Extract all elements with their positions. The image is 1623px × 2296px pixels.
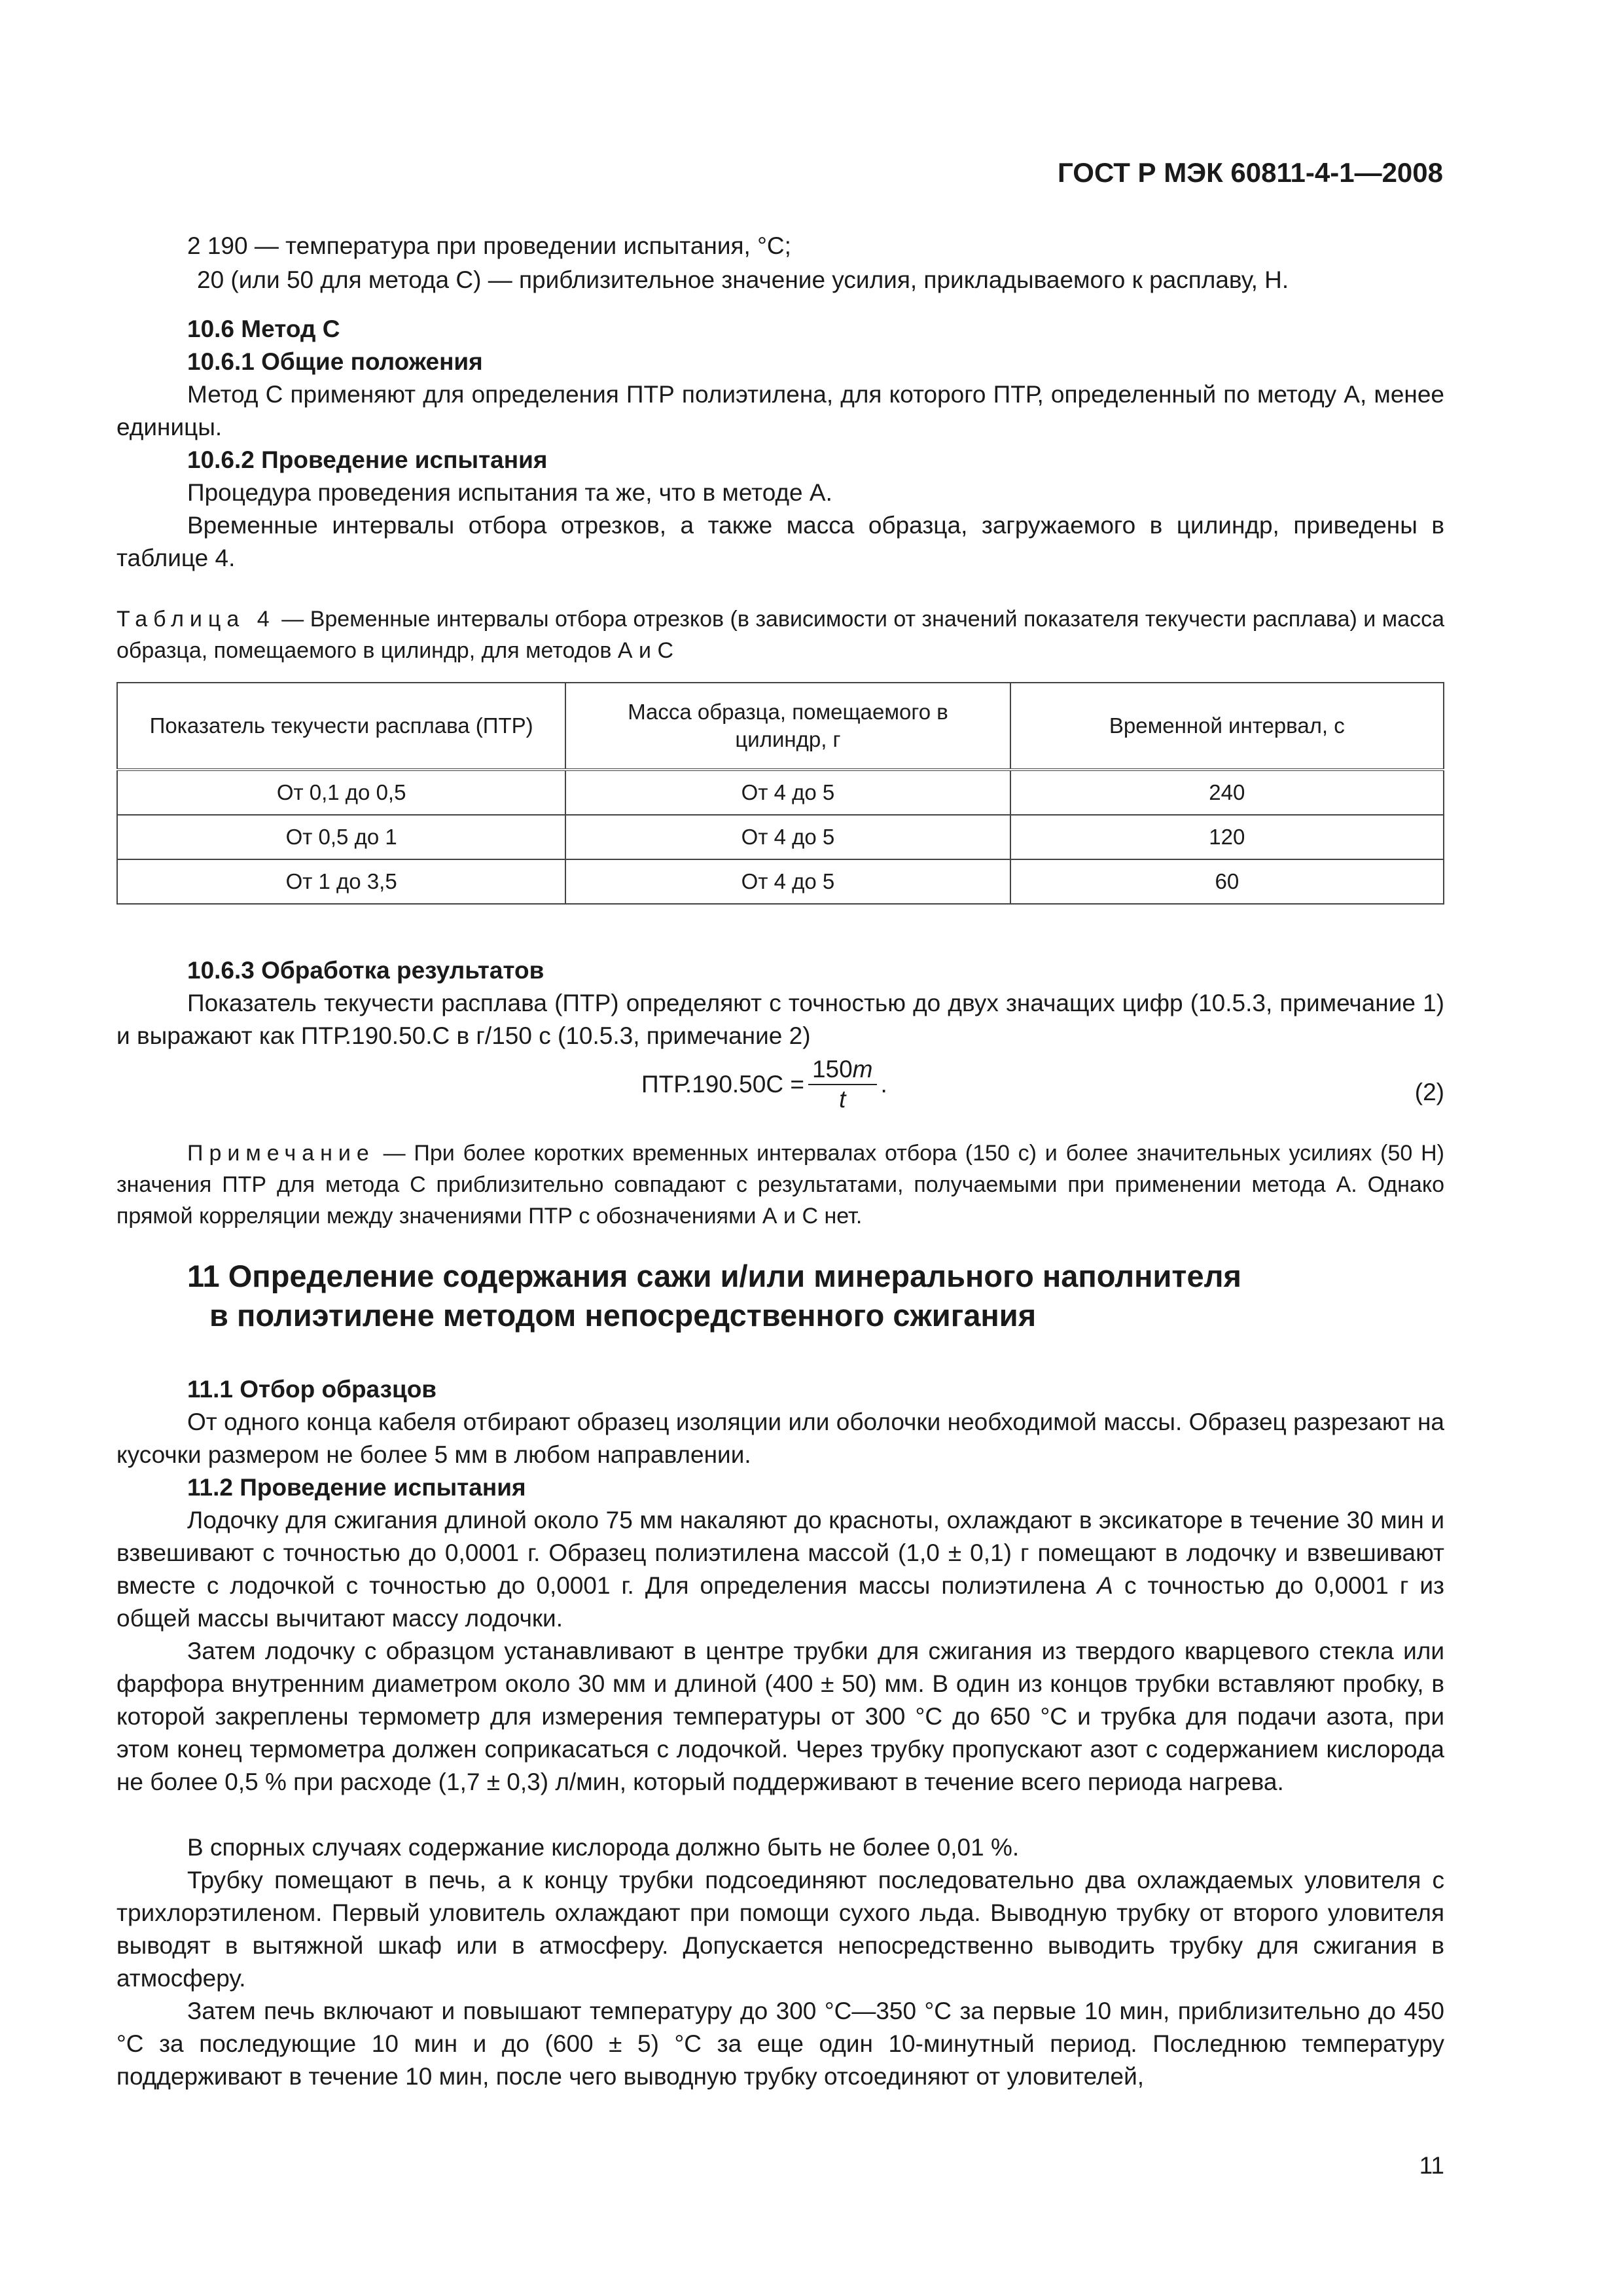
formula-lhs: ПТР.190.50С = <box>641 1071 804 1098</box>
table-cell-mass: От 4 до 5 <box>565 859 1010 904</box>
note-label: Примечание <box>187 1141 375 1166</box>
table-header-mass: Масса образца, помещаемого в цилиндр, г <box>565 683 1010 770</box>
section-11-2-paragraph-2: Затем лодочку с образцом устанавливают в центре трубки для сжигания из твердого кварцевого стекла или фарфора внутренним диаметром около 30 мм и длиной (400 ± 50) мм. В один из концов трубки вставляют пробку, в которой закреплены термометр для измерения температуры от 300 °С до 650 °С и трубка для подачи азота, при этом конец термометра должен соприкасаться с лодочкой. Через трубку пропускают азот с содержанием кислорода не более 0,5 % при расходе (1,7 ± 0,3) л/мин, который поддерживают в течение всего периода нагрева. <box>116 1638 1444 1795</box>
table-header-ptr: Показатель текучести расплава (ПТР) <box>117 683 565 770</box>
section-10-6-2-text-1: Процедура проведения испытания та же, что в методе А. <box>187 479 832 506</box>
section-10-6-2-text-2: Временные интервалы отбора отрезков, а также масса образца, загружаемого в цилиндр, приведены в таблице 4. <box>116 512 1444 571</box>
section-11-2-paragraph-3: В спорных случаях содержание кислорода должно быть не более 0,01 %. <box>187 1834 1020 1861</box>
page-number: 11 <box>1419 2152 1444 2179</box>
table-row <box>117 859 1444 904</box>
section-11-2-paragraph-4: Трубку помещают в печь, а к концу трубки подсоединяют последовательно два охлаждаемых уловителя с трихлорэтиленом. Первый уловитель охлаждают при помощи сухого льда. Выводную трубку от второго уловителя выводят в вытяжной шкаф или в атмосферу. Допускается непосредственно выводить трубку для сжигания в атмосферу. <box>116 1867 1444 1992</box>
formula-end: . <box>880 1071 887 1098</box>
mass-variable-a: А <box>1097 1572 1113 1599</box>
formula-2 <box>641 1055 887 1114</box>
section-11-1-text: От одного конца кабеля отбирают образец изоляции или оболочки необходимой массы. Образец разрезают на кусочки размером не более 5 мм в любом направлении. <box>116 1408 1444 1468</box>
legend-line-1: 2 190 — температура при проведении испытания, °C; <box>187 232 791 259</box>
table-header-interval: Временной интервал, с <box>1010 683 1444 770</box>
note-text: — При более коротких временных интервалах отбора (150 с) и более значительных усилиях (50 Н) значения ПТР для метода С приблизительно совпадают с результатами, получаемыми при применении метода А. Однако прямой корреляции между значениями ПТР с обозначениями А и С нет. <box>116 1141 1444 1229</box>
document-header: ГОСТ Р МЭК 60811-4-1—2008 <box>1058 157 1443 188</box>
legend-line-2: 20 (или 50 для метода С) — приблизительное значение усилия, прикладываемого к расплаву, Н. <box>197 266 1289 293</box>
section-11-2-heading: 11.2 Проведение испытания <box>187 1474 526 1501</box>
section-11-2-paragraph-1: Лодочку для сжигания длиной около 75 мм накаляют до красноты, охлаждают в эксикаторе в течение 30 мин и взвешивают с точностью до 0,0001 г. Образец полиэтилена массой (1,0 ± 0,1) г помещают в лодочку и взвешивают вместе с лодочкой с точностью до 0,0001 г. Для определения массы полиэтилена А с точностью до 0,0001 г из общей массы вычитают массу лодочки. <box>116 1507 1444 1632</box>
table-4 <box>116 682 1444 905</box>
section-11-1-heading: 11.1 Отбор образцов <box>187 1376 437 1403</box>
section-11-title-line-2: в полиэтилене методом непосредственного сжигания <box>209 1298 1037 1333</box>
formula-fraction <box>808 1055 877 1114</box>
table-cell-mass: От 4 до 5 <box>565 815 1010 859</box>
table-4-caption-label: Таблица 4 <box>116 607 276 632</box>
formula-number: (2) <box>1414 1079 1444 1105</box>
section-10-6-heading: 10.6 Метод С <box>187 315 340 342</box>
table-cell-ptr: От 1 до 3,5 <box>117 859 565 904</box>
table-cell-interval: 120 <box>1010 815 1444 859</box>
table-cell-interval: 60 <box>1010 859 1444 904</box>
table-cell-ptr: От 0,1 до 0,5 <box>117 770 565 815</box>
formula-numerator: 150m <box>808 1055 877 1085</box>
table-row <box>117 770 1444 815</box>
note-10-6-3 <box>116 1138 1444 1232</box>
section-11-2-paragraph-5: Затем печь включают и повышают температуру до 300 °С—350 °С за первые 10 мин, приблизительно до 450 °С за последующие 10 мин и до (600 ± 5) °С за еще один 10-минутный период. Последнюю температуру поддерживают в течение 10 мин, после чего выводную трубку отсоединяют от уловителей, <box>116 1998 1444 2090</box>
table-cell-interval: 240 <box>1010 770 1444 815</box>
section-10-6-3-heading: 10.6.3 Обработка результатов <box>187 957 544 984</box>
section-11-title-line-1: 11 Определение содержания сажи и/или минерального наполнителя <box>187 1259 1241 1293</box>
section-10-6-3-text: Показатель текучести расплава (ПТР) определяют с точностью до двух значащих цифр (10.5.3, примечание 1) и выражают как ПТР.190.50.С в г/150 с (10.5.3, примечание 2) <box>116 990 1444 1049</box>
formula-denominator: t <box>839 1086 846 1113</box>
table-4-caption-text: — Временные интервалы отбора отрезков (в зависимости от значений показателя текучести расплава) и масса образца, помещаемого в цилиндр, для методов А и С <box>116 607 1444 663</box>
table-cell-ptr: От 0,5 до 1 <box>117 815 565 859</box>
section-10-6-1-heading: 10.6.1 Общие положения <box>187 348 483 375</box>
section-10-6-1-text: Метод С применяют для определения ПТР полиэтилена, для которого ПТР, определенный по методу А, менее единицы. <box>116 381 1444 440</box>
section-10-6-2-heading: 10.6.2 Проведение испытания <box>187 446 548 473</box>
table-cell-mass: От 4 до 5 <box>565 770 1010 815</box>
table-row <box>117 815 1444 859</box>
table-header-row <box>117 683 1444 770</box>
table-4-caption <box>116 603 1444 666</box>
